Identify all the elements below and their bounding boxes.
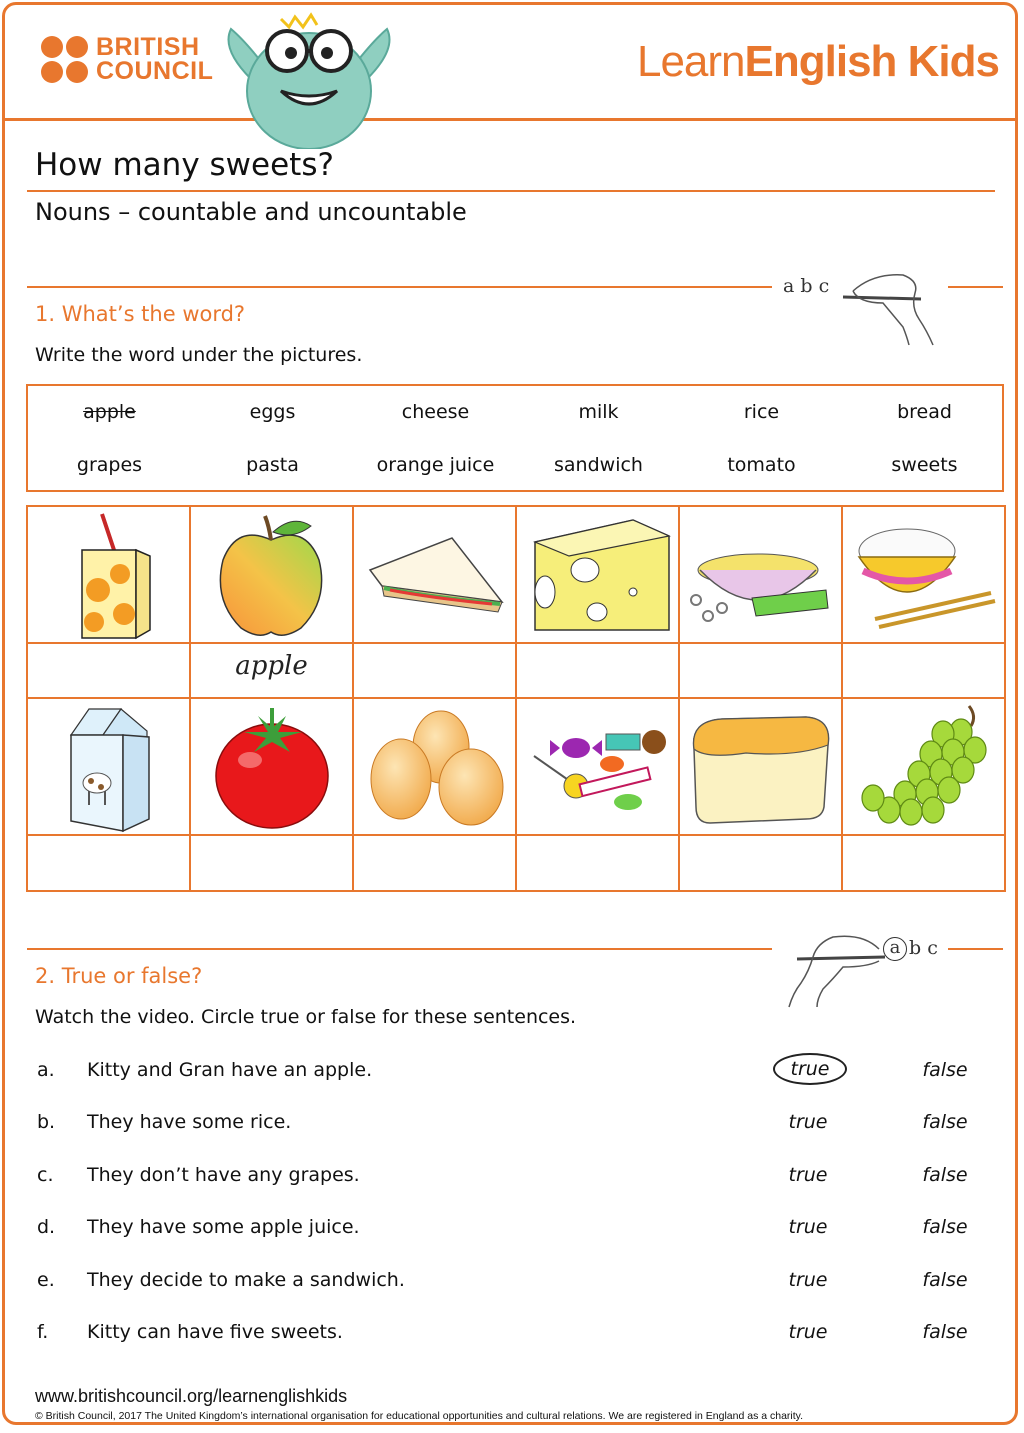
tf-true-option[interactable]: true	[788, 1321, 828, 1343]
bread-icon	[679, 698, 842, 835]
tf-row	[5, 1208, 1015, 1248]
section1-divider-end	[948, 286, 1003, 288]
worksheet-page	[2, 2, 1018, 1425]
grapes-icon	[842, 698, 1005, 835]
tf-false-option[interactable]: false	[922, 1321, 968, 1343]
word-bank-item: rice	[743, 401, 780, 423]
british-council-line2: COUNCIL	[96, 57, 214, 85]
section2-divider	[27, 948, 772, 950]
logo-learn: Learn	[636, 37, 745, 86]
picture-grid	[26, 505, 1006, 892]
section2-abc-circled: a	[883, 937, 907, 961]
word-bank-item: milk	[578, 401, 619, 423]
writing-hand-icon	[823, 267, 941, 347]
logo-english-kids: English Kids	[744, 37, 999, 86]
word-bank-item: apple	[83, 401, 136, 423]
tf-row	[5, 1051, 1015, 1091]
tf-statement: Kitty and Gran have an apple.	[87, 1059, 373, 1081]
monster-mascot-icon	[211, 9, 407, 149]
word-bank-item: orange juice	[376, 454, 495, 476]
section1-heading: 1. What’s the word?	[35, 302, 246, 326]
tf-row	[5, 1261, 1015, 1301]
learnenglish-kids-logo	[637, 37, 999, 87]
footer-url: www.britishcouncil.org/learnenglishkids	[35, 1386, 348, 1406]
tf-statement: They don’t have any grapes.	[87, 1164, 360, 1186]
word-bank-item: eggs	[249, 401, 296, 423]
british-council-line1: BRITISH	[96, 33, 200, 61]
word-bank-item: sandwich	[554, 454, 643, 476]
word-bank-item: cheese	[401, 401, 470, 423]
sandwich-icon	[353, 506, 516, 643]
orange-juice-carton-icon	[27, 506, 190, 643]
tf-true-option[interactable]: true	[773, 1053, 847, 1085]
word-bank-item: sweets	[891, 454, 958, 476]
tf-row	[5, 1156, 1015, 1196]
section2-instruction: Watch the video. Circle true or false for these sentences.	[35, 1006, 577, 1028]
section2-divider-end	[948, 948, 1003, 950]
tf-letter: f.	[37, 1321, 49, 1343]
tf-false-option[interactable]: false	[922, 1216, 968, 1238]
header	[5, 5, 1015, 121]
example-answer: apple	[235, 651, 308, 681]
title-divider	[27, 190, 995, 192]
milk-carton-icon	[27, 698, 190, 835]
sweets-icon	[516, 698, 679, 835]
tf-row	[5, 1103, 1015, 1143]
tf-true-option[interactable]: true	[788, 1164, 828, 1186]
tf-true-option[interactable]: true	[788, 1269, 828, 1291]
apple-icon	[190, 506, 353, 643]
rice-bowl-icon	[842, 506, 1005, 643]
tf-false-option[interactable]: false	[922, 1269, 968, 1291]
tf-row	[5, 1313, 1015, 1353]
word-bank	[26, 384, 1004, 492]
section1-instruction: Write the word under the pictures.	[35, 344, 363, 366]
tf-letter: d.	[37, 1216, 56, 1238]
tf-statement: They decide to make a sandwich.	[87, 1269, 405, 1291]
writing-hand-icon	[783, 927, 903, 1009]
tf-statement: They have some apple juice.	[87, 1216, 360, 1238]
section2-heading: 2. True or false?	[35, 964, 203, 988]
tf-statement: They have some rice.	[87, 1111, 292, 1133]
tf-letter: a.	[37, 1059, 55, 1081]
tf-false-option[interactable]: false	[922, 1111, 968, 1133]
tomato-icon	[190, 698, 353, 835]
footer-copyright: © British Council, 2017 The United Kingdom’s international organisation for educational opportunities and cultural relations. We are registered in England as a charity.	[35, 1410, 804, 1422]
pasta-bowl-icon	[679, 506, 842, 643]
tf-letter: c.	[37, 1164, 54, 1186]
tf-letter: b.	[37, 1111, 56, 1133]
section1-abc-label: a b c	[783, 275, 830, 297]
page-title: How many sweets?	[35, 147, 334, 183]
british-council-dots-icon	[41, 36, 88, 83]
word-bank-item: pasta	[246, 454, 299, 476]
tf-false-option[interactable]: false	[922, 1164, 968, 1186]
tf-true-option[interactable]: true	[788, 1216, 828, 1238]
tf-true-option[interactable]: true	[788, 1111, 828, 1133]
word-bank-item: bread	[897, 401, 952, 423]
tf-false-option[interactable]: false	[922, 1059, 968, 1081]
section2-abc-label: b c	[909, 937, 938, 959]
eggs-icon	[353, 698, 516, 835]
cheese-icon	[516, 506, 679, 643]
page-subtitle: Nouns – countable and uncountable	[35, 198, 467, 226]
word-bank-item: grapes	[76, 454, 143, 476]
tf-statement: Kitty can have five sweets.	[87, 1321, 343, 1343]
word-bank-item: tomato	[727, 454, 796, 476]
tf-letter: e.	[37, 1269, 55, 1291]
british-council-logo	[41, 35, 213, 83]
section1-divider	[27, 286, 772, 288]
